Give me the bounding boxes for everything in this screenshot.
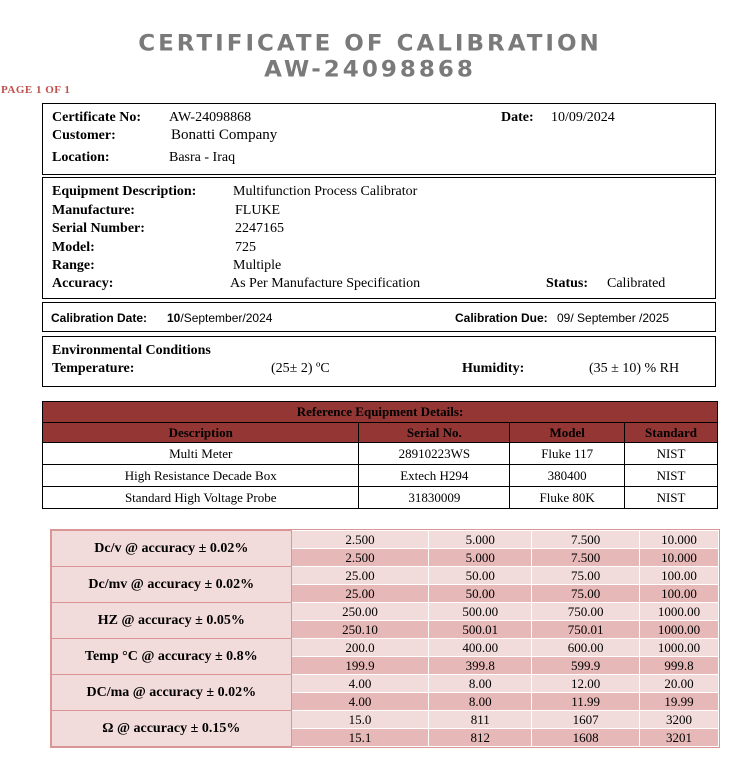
calibration-date-rest: /September/2024 <box>180 311 273 325</box>
measured-value-cell: 500.01 <box>429 621 532 639</box>
table-cell: Fluke 117 <box>510 443 625 465</box>
nominal-value-cell: 4.00 <box>291 675 429 693</box>
column-header-model: Model <box>510 423 625 443</box>
table-cell: NIST <box>625 487 718 509</box>
nominal-value-cell: 25.00 <box>291 567 429 585</box>
nominal-value-cell: 811 <box>429 711 532 729</box>
measurement-label: Dc/mv @ accuracy ± 0.02% <box>52 567 292 603</box>
accuracy-label: Accuracy: <box>52 276 114 291</box>
nominal-value-cell: 750.00 <box>532 603 640 621</box>
nominal-value-cell: 8.00 <box>429 675 532 693</box>
table-row <box>43 443 718 465</box>
table-row <box>43 465 718 487</box>
nominal-value-cell: 7.500 <box>532 531 640 549</box>
nominal-value-cell: 1000.00 <box>640 639 719 657</box>
range-label: Range: <box>52 258 95 273</box>
measured-value-cell: 25.00 <box>291 585 429 603</box>
measurement-row-nominal <box>52 675 719 693</box>
measured-value-cell: 999.8 <box>640 657 719 675</box>
measurement-row-nominal <box>52 567 719 585</box>
nominal-value-cell: 1607 <box>532 711 640 729</box>
table-cell: Fluke 80K <box>510 487 625 509</box>
nominal-value-cell: 2.500 <box>291 531 429 549</box>
nominal-value-cell: 600.00 <box>532 639 640 657</box>
measurement-row-nominal <box>52 711 719 729</box>
equipment-description-value: Multifunction Process Calibrator <box>233 184 418 199</box>
serial-number-label: Serial Number: <box>52 221 145 236</box>
certificate-info-box <box>42 103 716 175</box>
table-cell: 28910223WS <box>359 443 510 465</box>
location-label: Location: <box>52 150 110 165</box>
equipment-info-box <box>42 177 716 299</box>
customer-label: Customer: <box>52 128 116 143</box>
nominal-value-cell: 75.00 <box>532 567 640 585</box>
calibration-due-value: 09/ September /2025 <box>557 311 670 325</box>
table-row <box>43 487 718 509</box>
accuracy-value: As Per Manufacture Specification <box>230 276 421 291</box>
table-cell: Standard High Voltage Probe <box>43 487 359 509</box>
measured-value-cell: 199.9 <box>291 657 429 675</box>
measured-value-cell: 812 <box>429 729 532 747</box>
certificate-no-value: AW-24098868 <box>169 110 252 125</box>
nominal-value-cell: 200.0 <box>291 639 429 657</box>
nominal-value-cell: 100.00 <box>640 567 719 585</box>
date-value: 10/09/2024 <box>551 110 615 125</box>
humidity-value: (35 ± 10) % RH <box>589 361 680 376</box>
measurement-label: Temp °C @ accuracy ± 0.8% <box>52 639 292 675</box>
status-value: Calibrated <box>607 276 666 291</box>
column-header-description: Description <box>43 423 359 443</box>
nominal-value-cell: 3200 <box>640 711 719 729</box>
nominal-value-cell: 400.00 <box>429 639 532 657</box>
range-value: Multiple <box>233 258 282 273</box>
calibration-due-label: Calibration Due: <box>455 311 548 325</box>
nominal-value-cell: 250.00 <box>291 603 429 621</box>
serial-number-value: 2247165 <box>235 221 284 236</box>
measured-value-cell: 250.10 <box>291 621 429 639</box>
measured-value-cell: 1000.00 <box>640 621 719 639</box>
measured-value-cell: 750.01 <box>532 621 640 639</box>
temperature-label: Temperature: <box>52 361 135 376</box>
status-label: Status: <box>546 276 589 291</box>
measured-value-cell: 2.500 <box>291 549 429 567</box>
nominal-value-cell: 10.000 <box>640 531 719 549</box>
table-cell: 380400 <box>510 465 625 487</box>
nominal-value-cell: 1000.00 <box>640 603 719 621</box>
measured-value-cell: 599.9 <box>532 657 640 675</box>
measured-value-cell: 10.000 <box>640 549 719 567</box>
nominal-value-cell: 20.00 <box>640 675 719 693</box>
calibration-date-label: Calibration Date: <box>51 311 148 325</box>
nominal-value-cell: 12.00 <box>532 675 640 693</box>
table-cell: NIST <box>625 465 718 487</box>
table-cell: Multi Meter <box>43 443 359 465</box>
measurement-row-nominal <box>52 603 719 621</box>
date-label: Date: <box>501 110 534 125</box>
measurement-label: Dc/v @ accuracy ± 0.02% <box>52 531 292 567</box>
nominal-value-cell: 5.000 <box>429 531 532 549</box>
document-title: CERTIFICATE OF CALIBRATION <box>138 31 602 57</box>
table-cell: 31830009 <box>359 487 510 509</box>
column-header-serial: Serial No. <box>359 423 510 443</box>
measured-value-cell: 5.000 <box>429 549 532 567</box>
measurement-row-nominal <box>52 531 719 549</box>
measured-value-cell: 8.00 <box>429 693 532 711</box>
environment-box <box>42 336 716 387</box>
nominal-value-cell: 50.00 <box>429 567 532 585</box>
manufacture-label: Manufacture: <box>52 203 135 218</box>
nominal-value-cell: 15.0 <box>291 711 429 729</box>
table-cell: Extech H294 <box>359 465 510 487</box>
measurement-label: DC/ma @ accuracy ± 0.02% <box>52 675 292 711</box>
nominal-value-cell: 500.00 <box>429 603 532 621</box>
location-value: Basra - Iraq <box>169 150 236 165</box>
table-cell: NIST <box>625 443 718 465</box>
humidity-label: Humidity: <box>462 361 525 376</box>
customer-value: Bonatti Company <box>171 127 278 143</box>
measured-value-cell: 4.00 <box>291 693 429 711</box>
measurement-table <box>51 530 719 747</box>
measurement-label: HZ @ accuracy ± 0.05% <box>52 603 292 639</box>
temperature-value: (25± 2) ºC <box>271 361 330 376</box>
measured-value-cell: 100.00 <box>640 585 719 603</box>
measured-value-cell: 19.99 <box>640 693 719 711</box>
measured-value-cell: 7.500 <box>532 549 640 567</box>
measured-value-cell: 75.00 <box>532 585 640 603</box>
measured-value-cell: 11.99 <box>532 693 640 711</box>
measured-value-cell: 15.1 <box>291 729 429 747</box>
column-header-standard: Standard <box>625 423 718 443</box>
measurement-label: Ω @ accuracy ± 0.15% <box>52 711 292 747</box>
model-value: 725 <box>235 240 256 255</box>
equipment-description-label: Equipment Description: <box>52 184 197 199</box>
environment-heading: Environmental Conditions <box>52 343 211 358</box>
page-indicator: PAGE 1 OF 1 <box>1 84 71 96</box>
table-cell: High Resistance Decade Box <box>43 465 359 487</box>
certificate-id-heading: AW-24098868 <box>264 57 476 83</box>
measured-value-cell: 399.8 <box>429 657 532 675</box>
measured-value-cell: 3201 <box>640 729 719 747</box>
certificate-no-label: Certificate No: <box>52 110 142 125</box>
measured-value-cell: 1608 <box>532 729 640 747</box>
reference-table-title: Reference Equipment Details: <box>43 402 718 423</box>
manufacture-value: FLUKE <box>235 203 281 218</box>
measurement-row-nominal <box>52 639 719 657</box>
reference-equipment-table <box>42 401 718 509</box>
model-label: Model: <box>52 240 95 255</box>
calibration-dates-box <box>42 302 716 332</box>
calibration-date-day: 10 <box>167 311 181 325</box>
measured-value-cell: 50.00 <box>429 585 532 603</box>
